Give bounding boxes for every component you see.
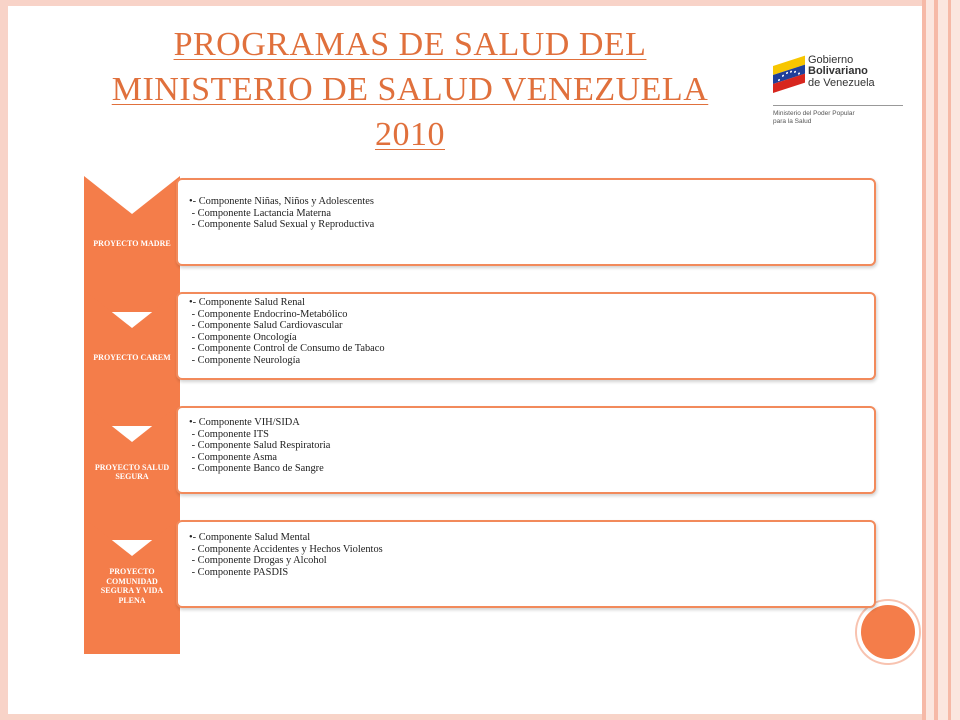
page-title xyxy=(60,22,760,157)
decorative-stripe xyxy=(938,0,948,720)
component-item: - Componente Salud Cardiovascular xyxy=(189,320,343,332)
slide-border-top xyxy=(0,0,922,6)
component-item: - Componente Salud Respiratoria xyxy=(189,440,331,452)
component-item: - Componente Oncología xyxy=(189,331,297,343)
logo-ministry-line2: para la Salud xyxy=(773,118,812,125)
component-item: - Componente Accidentes y Hechos Violentos xyxy=(189,543,383,555)
logo-ministry-line1: Ministerio del Poder Popular xyxy=(773,110,855,117)
components-list xyxy=(178,294,874,367)
component-item: - Componente Salud Sexual y Reproductiva xyxy=(189,219,375,231)
project-label: PROYECTO SALUD SEGURA xyxy=(94,462,170,481)
logo-separator xyxy=(773,105,903,106)
component-item: - Componente Endocrino-Metabólico xyxy=(189,308,348,320)
component-item: - Componente Asma xyxy=(189,451,278,463)
project-label: PROYECTO MADRE xyxy=(93,239,171,249)
component-item: •- Componente Salud Mental xyxy=(189,532,311,543)
components-list xyxy=(178,180,874,231)
decorative-stripe xyxy=(951,0,960,720)
project-row-comunidad-segura xyxy=(84,518,878,654)
component-item: - Componente Neurología xyxy=(189,354,301,366)
project-components-box xyxy=(176,520,876,608)
logo-text-line2: Bolivariano xyxy=(808,65,868,77)
flag-emblem-icon xyxy=(763,30,908,148)
slide-border-left xyxy=(0,0,8,720)
component-item: •- Componente VIH/SIDA xyxy=(189,417,300,428)
component-item: - Componente Drogas y Alcohol xyxy=(189,555,327,567)
components-list xyxy=(178,522,874,578)
title-line-1: PROGRAMAS DE SALUD DEL xyxy=(173,26,647,63)
title-line-2: MINISTERIO DE SALUD VENEZUELA xyxy=(111,71,709,108)
decorative-stripe xyxy=(926,0,934,720)
component-item: •- Componente Niñas, Niños y Adolescentes xyxy=(189,196,374,207)
component-item: - Componente Banco de Sangre xyxy=(189,463,324,475)
component-item: - Componente ITS xyxy=(189,428,269,440)
slide-border-bottom xyxy=(0,714,922,720)
component-item: •- Componente Salud Renal xyxy=(189,297,305,308)
project-components-box xyxy=(176,292,876,380)
component-item: - Componente Lactancia Materna xyxy=(189,207,331,219)
project-label: PROYECTO CAREM xyxy=(93,353,171,363)
project-components-box xyxy=(176,406,876,494)
component-item: - Componente Control de Consumo de Tabaco xyxy=(189,343,385,355)
logo-text-line3: de Venezuela xyxy=(808,77,875,89)
title-line-3: 2010 xyxy=(375,116,445,153)
government-logo xyxy=(763,30,908,148)
project-label: PROYECTO COMUNIDAD SEGURA Y VIDA PLENA xyxy=(100,567,164,605)
component-item: - Componente PASDIS xyxy=(189,566,289,578)
components-list xyxy=(178,408,874,475)
logo-text-line1: Gobierno xyxy=(808,54,854,66)
project-components-box xyxy=(176,178,876,266)
